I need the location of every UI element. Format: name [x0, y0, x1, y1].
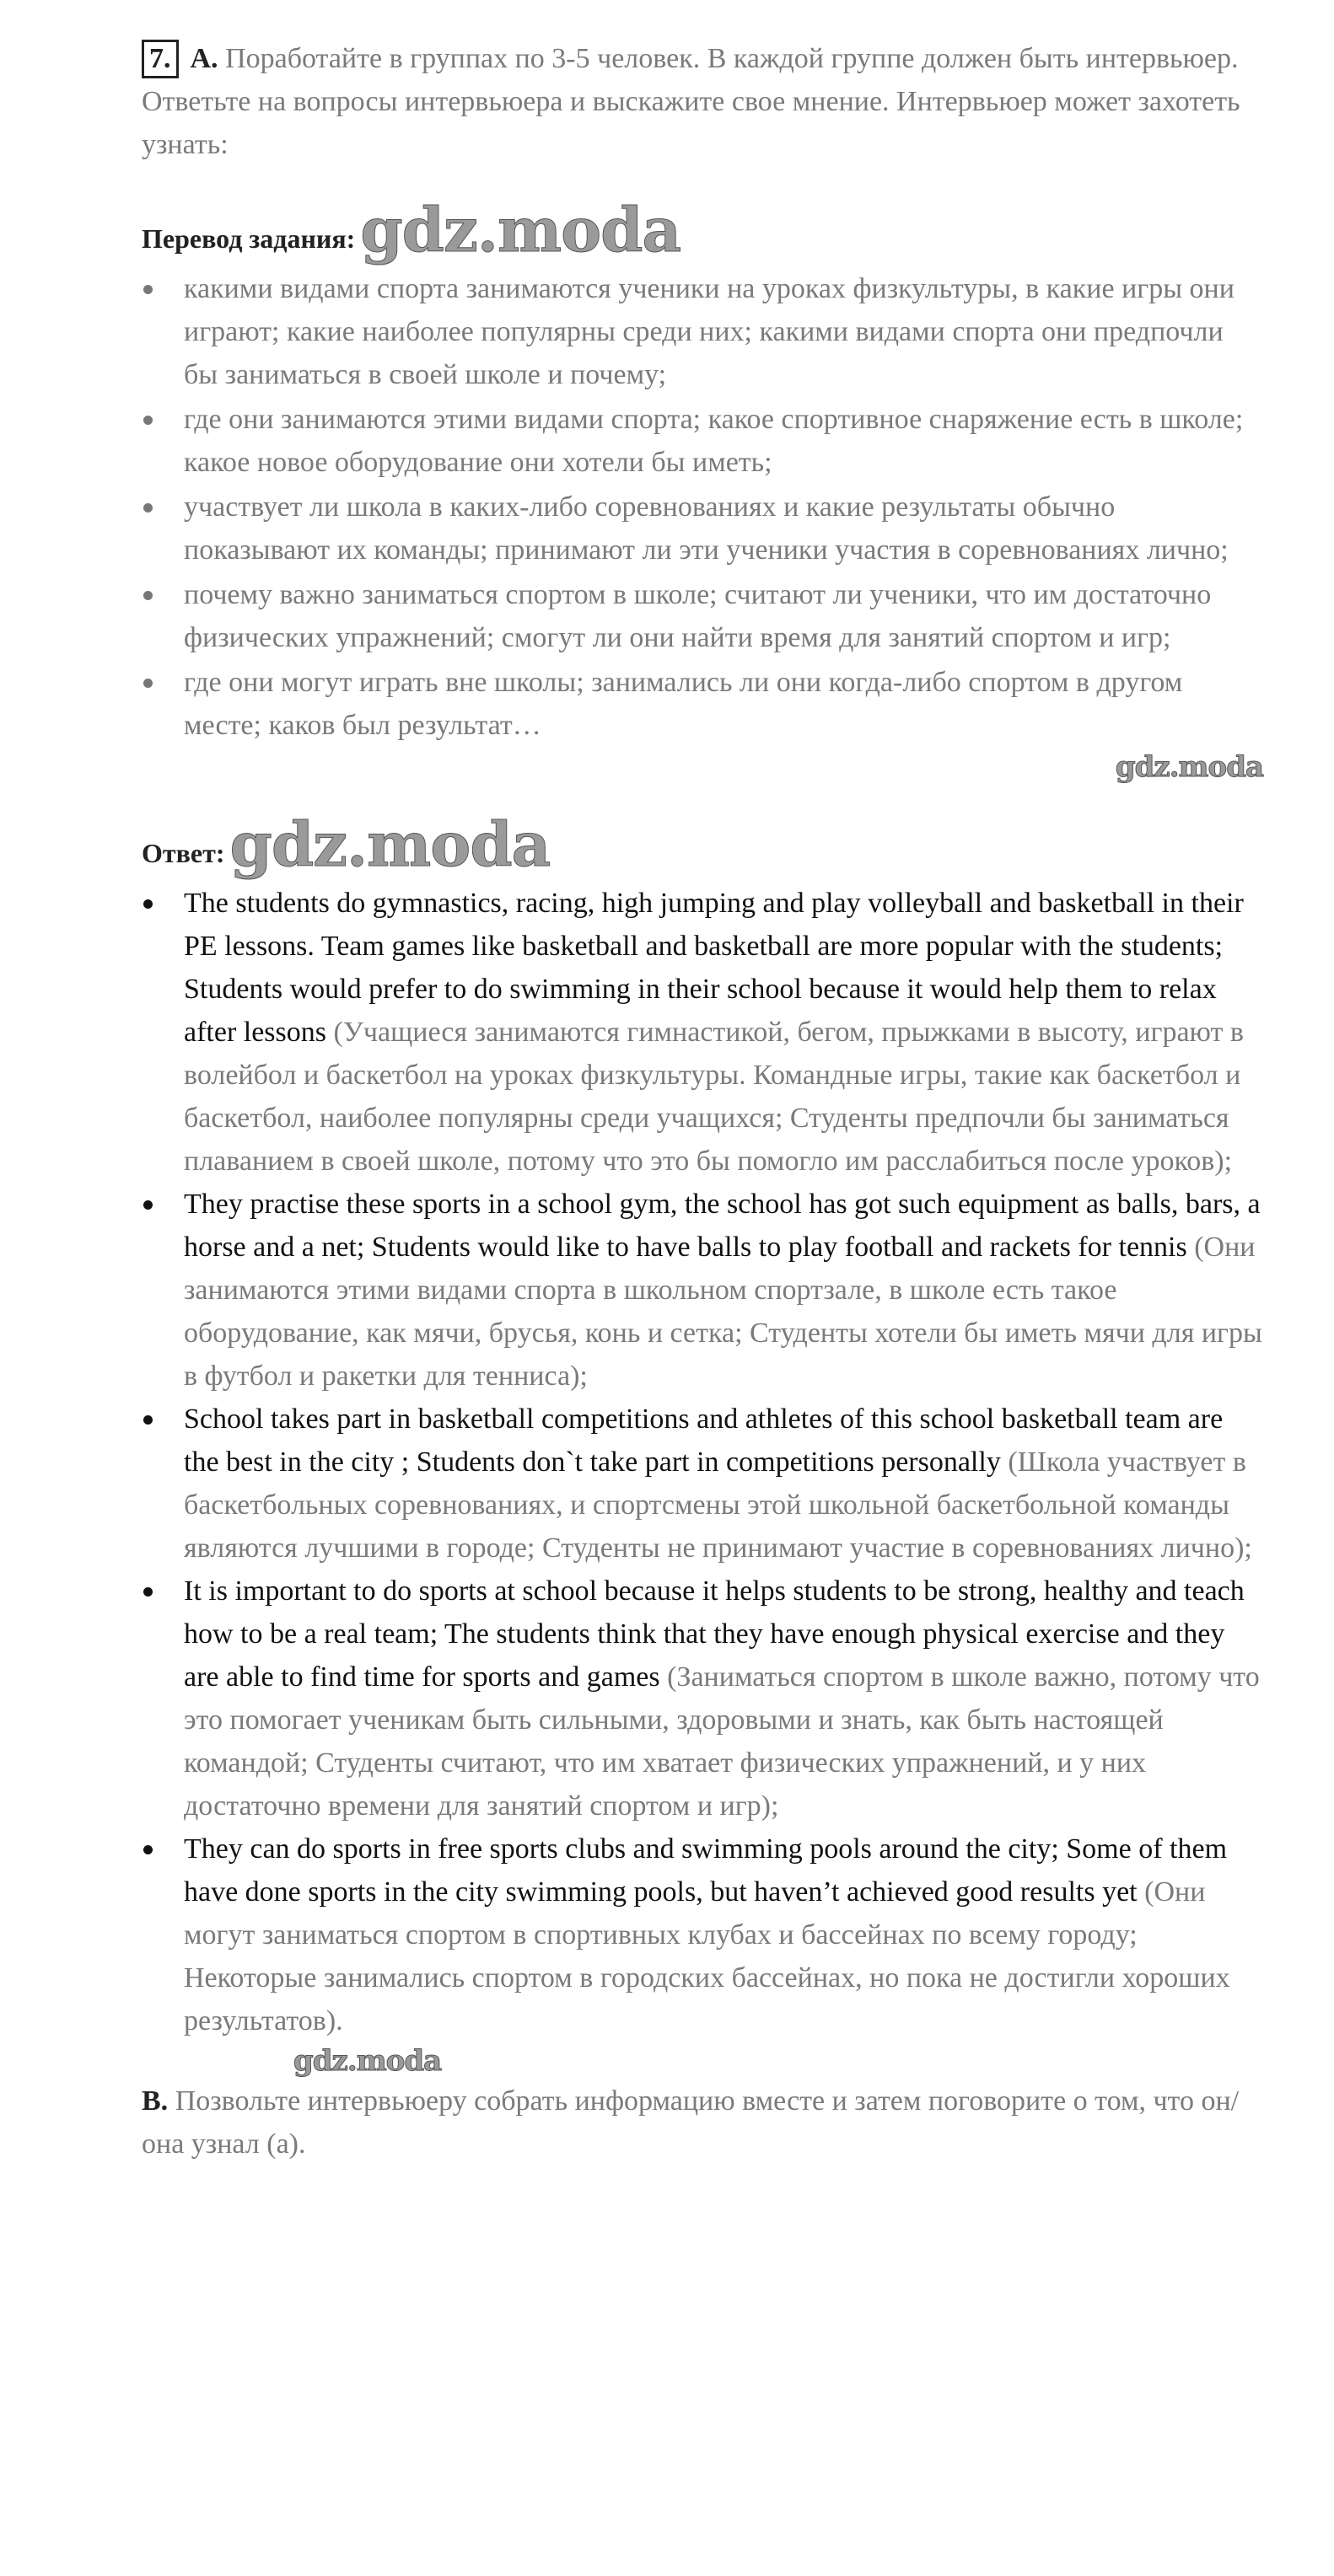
answer-english: They can do sports in free sports clubs and swimming pools around the city; Some of them have done sports in the city swimming pools, but haven’t achieved good results yet: [184, 1833, 1228, 1908]
answer-english: It is important to do sports at school because it helps students to be strong, healthy and teach how to be a real team; The students think that they have enough physical exercise and they are able to find time for sports and games: [184, 1575, 1245, 1693]
answer-heading: Ответ:: [142, 838, 225, 868]
watermark-logo: gdz.moda: [293, 2044, 442, 2078]
list-item: [142, 1827, 1263, 2042]
part-b: [142, 2080, 1263, 2165]
exercise-number: 7.: [142, 40, 179, 78]
exercise-page: [142, 37, 1263, 2165]
list-item: [142, 1570, 1263, 1827]
watermark-logo: gdz.moda: [360, 194, 681, 266]
part-a-label: A.: [190, 43, 218, 74]
list-item: где они могут играть вне школы; занимались ли они когда-либо спортом в другом месте; каков был результат…: [142, 661, 1263, 747]
watermark-row: [142, 749, 1263, 786]
task-intro: [142, 37, 1263, 166]
answer-list: [142, 882, 1263, 2042]
translation-list: [142, 267, 1263, 747]
list-item: участвует ли школа в каких-либо соревнованиях и какие результаты обычно показывают их команды; принимают ли эти ученики участия в соревнованиях лично;: [142, 486, 1263, 572]
list-item: [142, 882, 1263, 1183]
watermark-logo: gdz.moda: [1115, 750, 1263, 784]
answer-heading-row: [142, 808, 1263, 880]
answer-english: They practise these sports in a school gym, the school has got such equipment as balls, bars, a horse and a net; Students would like to have balls to play football and rackets for tennis: [184, 1189, 1261, 1263]
part-b-text: Позвольте интервьюеру собрать информацию вместе и затем поговорите о том, что он/она узнал (а).: [142, 2085, 1240, 2160]
list-item: [142, 1183, 1263, 1398]
answer-russian: (Они могут заниматься спортом в спортивных клубах и бассейнах по всему городу; Некоторые занимались спортом в городских бассейнах, но пока не достигли хороших результатов).: [184, 1876, 1230, 2037]
watermark-logo: gdz.moda: [229, 808, 551, 880]
list-item: почему важно заниматься спортом в школе; считают ли ученики, что им достаточно физических упражнений; смогут ли они найти время для занятий спортом и игр;: [142, 573, 1263, 659]
watermark-row: [142, 2042, 1263, 2080]
list-item: где они занимаются этими видами спорта; какое спортивное снаряжение есть в школе; какое новое оборудование они хотели бы иметь;: [142, 398, 1263, 484]
part-b-label: B.: [142, 2085, 169, 2117]
part-a-text: Поработайте в группах по 3-5 человек. В каждой группе должен быть интервьюер. Ответьте на вопросы интервьюера и выскажите свое мнение. Интервьюер может захотеть узнать:: [142, 43, 1240, 160]
answer-russian: (Школа участвует в баскетбольных соревнованиях, и спортсмены этой школьной баскетбольной команды являются лучшими в городе; Студенты не принимают участие в соревнованиях лично);: [184, 1446, 1252, 1564]
translation-heading: Перевод задания:: [142, 223, 356, 254]
answer-russian: (Учащиеся занимаются гимнастикой, бегом, прыжками в высоту, играют в волейбол и баскетбол на уроках физкультуры. Командные игры, такие как баскетбол и баскетбол, наиболее популярны среди учащихся; Студенты предпочли бы заниматься плаванием в своей школе, потому что это бы помогло им расслабиться после уроков);: [184, 1017, 1244, 1177]
answer-english: School takes part in basketball competitions and athletes of this school basketball team are the best in the city ; Students don`t take part in competitions personally: [184, 1403, 1224, 1478]
answer-english: The students do gymnastics, racing, high jumping and play volleyball and basketball in their PE lessons. Team games like basketball and basketball are more popular with the students; Students would prefer to do swimming in their school because it would help them to relax after lessons: [184, 888, 1244, 1048]
translation-heading-row: [142, 196, 1263, 264]
answer-russian: (Они занимаются этими видами спорта в школьном спортзале, в школе есть такое оборудование, как мячи, брусья, конь и сетка; Студенты хотели бы иметь мячи для игры в футбол и ракетки для тенниса);: [184, 1232, 1262, 1392]
list-item: [142, 1398, 1263, 1570]
answer-russian: (Заниматься спортом в школе важно, потому что это помогает ученикам быть сильными, здоровыми и знать, как быть настоящей командой; Студенты считают, что им хватает физических упражнений, и у них достаточно времени для занятий спортом и игр);: [184, 1661, 1260, 1822]
list-item: какими видами спорта занимаются ученики на уроках физкультуры, в какие игры они играют; какие наиболее популярны среди них; какими видами спорта они предпочли бы заниматься в своей школе и почему;: [142, 267, 1263, 396]
